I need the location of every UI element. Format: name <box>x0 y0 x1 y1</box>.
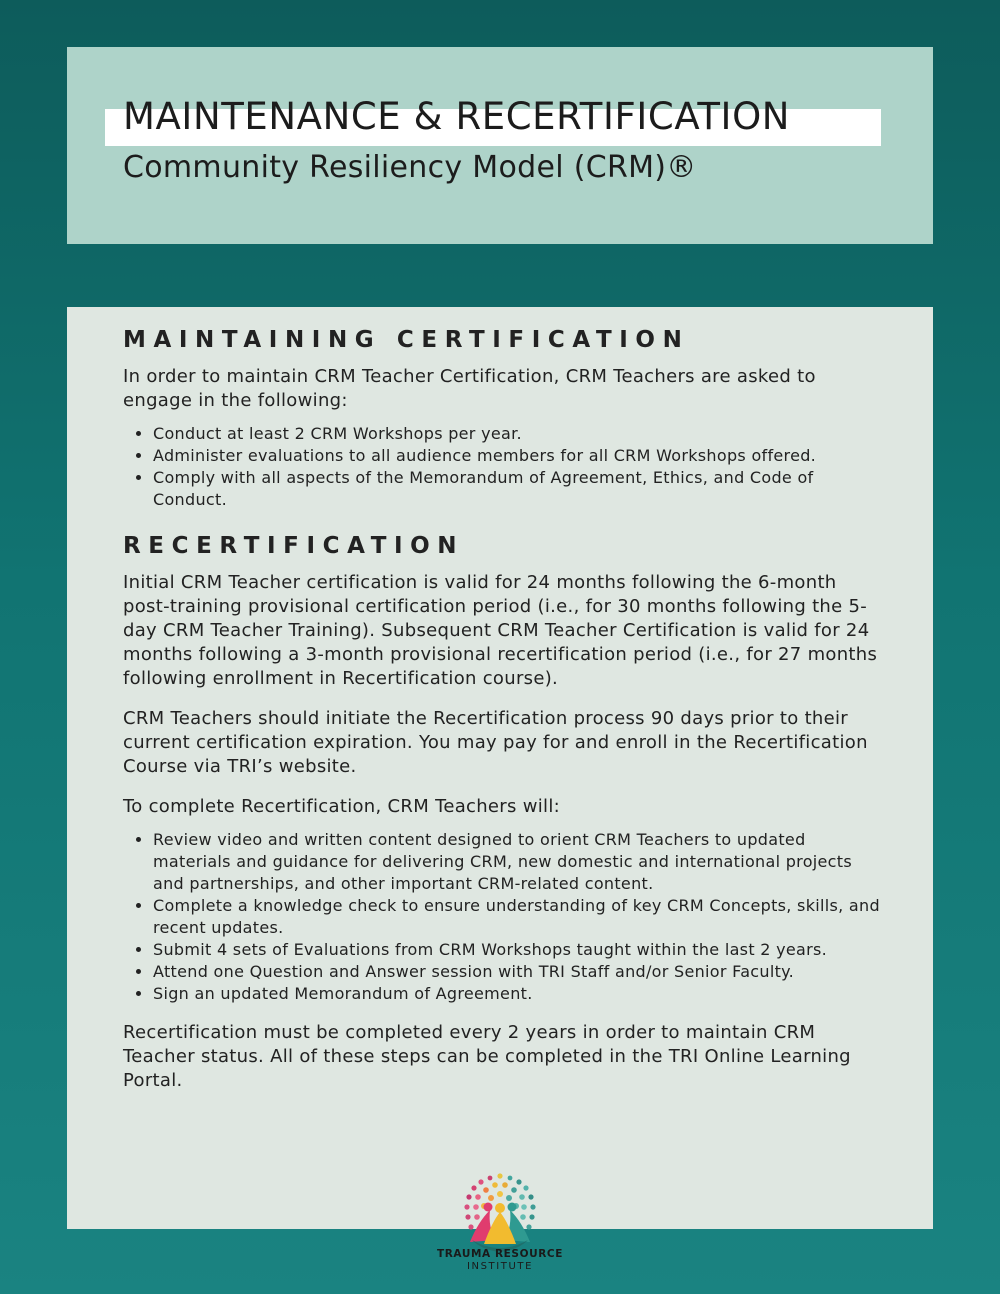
page-subtitle: Community Resiliency Model (CRM)® <box>123 150 697 185</box>
recertification-paragraph-1: Initial CRM Teacher certification is valid for 24 months following the 6-month post-training provisional certification period (i.e., for 30 months following the 5-day CRM Teacher Training). Subsequent CRM Teacher Certification is valid for 24 months following a 3-month provisional recertification period (i.e., for 27 months following enrollment in Recertification course). <box>123 572 878 689</box>
recertification-paragraph-2: CRM Teachers should initiate the Recertification process 90 days prior to their current certification expiration. You may pay for and enroll in the Recertification Course via TRI’s website. <box>123 708 868 777</box>
list-item: • Sign an updated Memorandum of Agreement. <box>153 983 883 1005</box>
maintaining-heading: MAINTAINING CERTIFICATION <box>123 327 690 353</box>
list-item: • Review video and written content designed to orient CRM Teachers to updated materials and guidance for delivering CRM, new domestic and international projects and partnerships, and other important CRM-related content. <box>153 829 883 895</box>
logo-text-line1: TRAUMA RESOURCE <box>436 1248 564 1260</box>
list-item: • Comply with all aspects of the Memorandum of Agreement, Ethics, and Code of Conduct. <box>153 467 883 511</box>
list-item: • Administer evaluations to all audience members for all CRM Workshops offered. <box>153 445 883 467</box>
recertification-closing: Recertification must be completed every 2 years in order to maintain CRM Teacher status. All of these steps can be completed in the TRI Online Learning Portal. <box>123 1022 851 1091</box>
list-item: • Attend one Question and Answer session with TRI Staff and/or Senior Faculty. <box>153 961 883 983</box>
page-title: MAINTENANCE & RECERTIFICATION <box>123 95 791 138</box>
list-item: • Submit 4 sets of Evaluations from CRM Workshops taught within the last 2 years. <box>153 939 883 961</box>
list-item: • Complete a knowledge check to ensure understanding of key CRM Concepts, skills, and recent updates. <box>153 895 883 939</box>
maintaining-list <box>123 423 883 511</box>
recertification-heading: RECERTIFICATION <box>123 533 465 559</box>
list-item: • Conduct at least 2 CRM Workshops per year. <box>153 423 883 445</box>
recertification-list <box>123 829 883 1005</box>
maintaining-intro: In order to maintain CRM Teacher Certification, CRM Teachers are asked to engage in the following: <box>123 366 816 411</box>
content <box>123 324 883 1093</box>
recertification-paragraph-3: To complete Recertification, CRM Teachers will: <box>123 796 560 817</box>
logo-text-line2: INSTITUTE <box>466 1261 534 1272</box>
